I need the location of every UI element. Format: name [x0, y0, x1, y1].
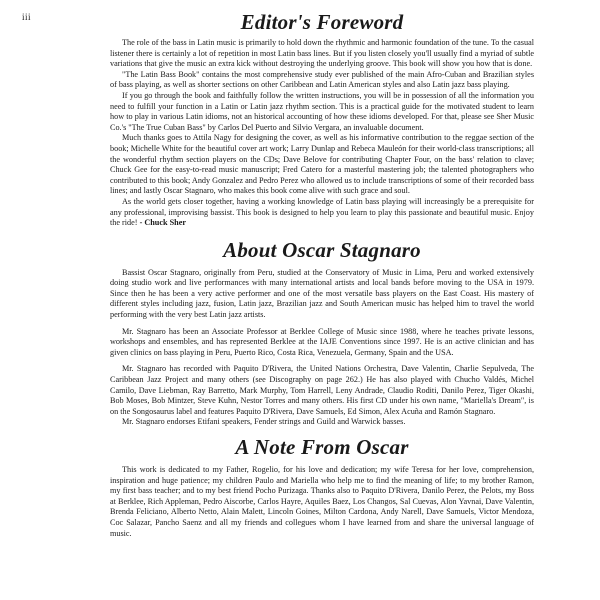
foreword-paragraph-4: Much thanks goes to Attila Nagy for designing the cover, as well as his informative contribution to the reggae section of the book; Michelle White for the beautiful cover art work; Larry Dunlap and Rebeca Mauleón for their world-class transcriptions; all the wonderful rhythm section players on the CDs; Dave Belove for contributing Chapter Four, on the bass' relation to clave; Chuck Gee for the easy-to-read music manuscript; Fred Catero for a masterful mastering job; the talented photographers who contributed to this book; Andy Gonzalez and Pedro Perez who allowed us to include transcriptions of some of their recorded bass lines; and lastly Oscar Stagnaro, who makes this book come alive with such grace and soul. — [110, 133, 534, 196]
page-number: iii — [22, 12, 32, 22]
about-paragraph-1: Bassist Oscar Stagnaro, originally from Peru, studied at the Conservatory of Music in Lima, Peru and worked extensively doing studio work and live performances with many international artists and local bands before moving to the USA in 1979. Since then he has been a very active performer and one of the most versatile bass players on the East Coast. His mastery of different styles including jazz, fusion, Latin jazz, Brazilian jazz and South American music has helped him to travel the world performing with the very best Latin jazz artists. — [110, 267, 534, 320]
note-paragraph-1: This work is dedicated to my Father, Rogelio, for his love and dedication; my wife Teresa for her love, comprehension, inspiration and huge patience; my children Paulo and Mariella who help me to find the meaning of life; to my brother Ramon, my first bass teacher; and to my best friend Pocho Purizaga. Thanks also to Paquito D'Rivera, Danilo Perez, the Pelots, my Boss at Berklee, Rich Appleman, Pedro Aiscorbe, Carlos Hayre, Aquiles Baez, Los Changos, Sal Cuevas, Alon Yavnai, Dave Valentin, Brenda Feliciano, Alberto Netto, Alain Malett, Lincoln Goines, Milton Cardona, Andy Narell, Dave Samuels, Victor Mendoza, Coc Salazar, Pancho Saenz and all my friends and collegues whom I have learned from and share the universal language of music. — [110, 465, 534, 538]
editors-foreword-section — [110, 10, 534, 229]
note-section — [110, 435, 534, 539]
foreword-paragraph-3: If you go through the book and faithfully follow the written instructions, you will be in possession of all the information you need to fulfill your function in a Latin or Latin jazz rhythm section. This is a practical guide for the motivated student to learn how to play in various Latin idioms, not an historical accounting of how these idioms developed. For that, please see Sher Music Co.'s "The True Cuban Bass" by Carlos Del Puerto and Silvio Vergara, an invaluable document. — [110, 90, 534, 132]
about-section — [110, 238, 534, 428]
page-content — [110, 10, 534, 539]
editors-foreword-title: Editor's Foreword — [240, 10, 404, 34]
foreword-paragraph-1: The role of the bass in Latin music is primarily to hold down the rhythmic and harmonic foundation of the tune. To the casual listener there is certainly a lot of repetition in most Latin bass lines. But if you listen closely you'll usually find a myriad of subtle variations that give the music an extra kick without destroying the underlying groove. This book will show you how that is done. — [110, 38, 534, 69]
foreword-signature: - Chuck Sher — [139, 218, 186, 228]
note-title: A Note From Oscar — [235, 435, 409, 459]
about-paragraph-3: Mr. Stagnaro has recorded with Paquito D'Rivera, the United Nations Orchestra, Dave Valentin, Charlie Sepulveda, The Caribbean Jazz Project and many others (see Discography on page 262.) He has also played with Chucho Valdés, Michel Camilo, Dave Liebman, Ray Barretto, Mark Murphy, Tom Harrell, Leny Andrade, Claudio Roditi, Danilo Perez, Tiger Okashi, Bob Moses, Bob Mintzer, Steve Kuhn, Nestor Torres and many others. His first CD under his own name, "Mariella's Dream", is on the Songosaurus label and features Paquito D'Rivera, Dave Samuels, Ed Simon, Alex Acuña and Ramón Stagnaro. — [110, 364, 534, 416]
about-title: About Oscar Stagnaro — [223, 237, 421, 262]
foreword-paragraph-5-text: As the world gets closer together, having a working knowledge of Latin bass playing will increasingly be a prerequisite for any professional, improvising bassist. This book is designed to help you learn to play this passionate and beautiful music. Enjoy the ride! — [110, 196, 534, 228]
about-paragraph-4: Mr. Stagnaro endorses Etifani speakers, Fender strings and Guild and Warwick basses. — [122, 417, 406, 427]
about-paragraph-2: Mr. Stagnaro has been an Associate Professor at Berklee College of Music since 1988, where he teaches private lessons, workshops and ensembles, and has represented Berklee at the IAJE Conventions since 1997. He is an active clinician and has given clinics on bass playing in Peru, Puerto Rico, Costa Rica, Venezuela, Germany, Spain and the USA. — [110, 326, 534, 357]
foreword-paragraph-2: "The Latin Bass Book" contains the most comprehensive study ever published of the main Afro-Cuban and Brazilian styles of bass playing, as well as shorter sections on other Caribbean and Latin American styles and also Latin jazz bass playing. — [110, 69, 534, 90]
foreword-paragraph-5 — [110, 197, 534, 229]
